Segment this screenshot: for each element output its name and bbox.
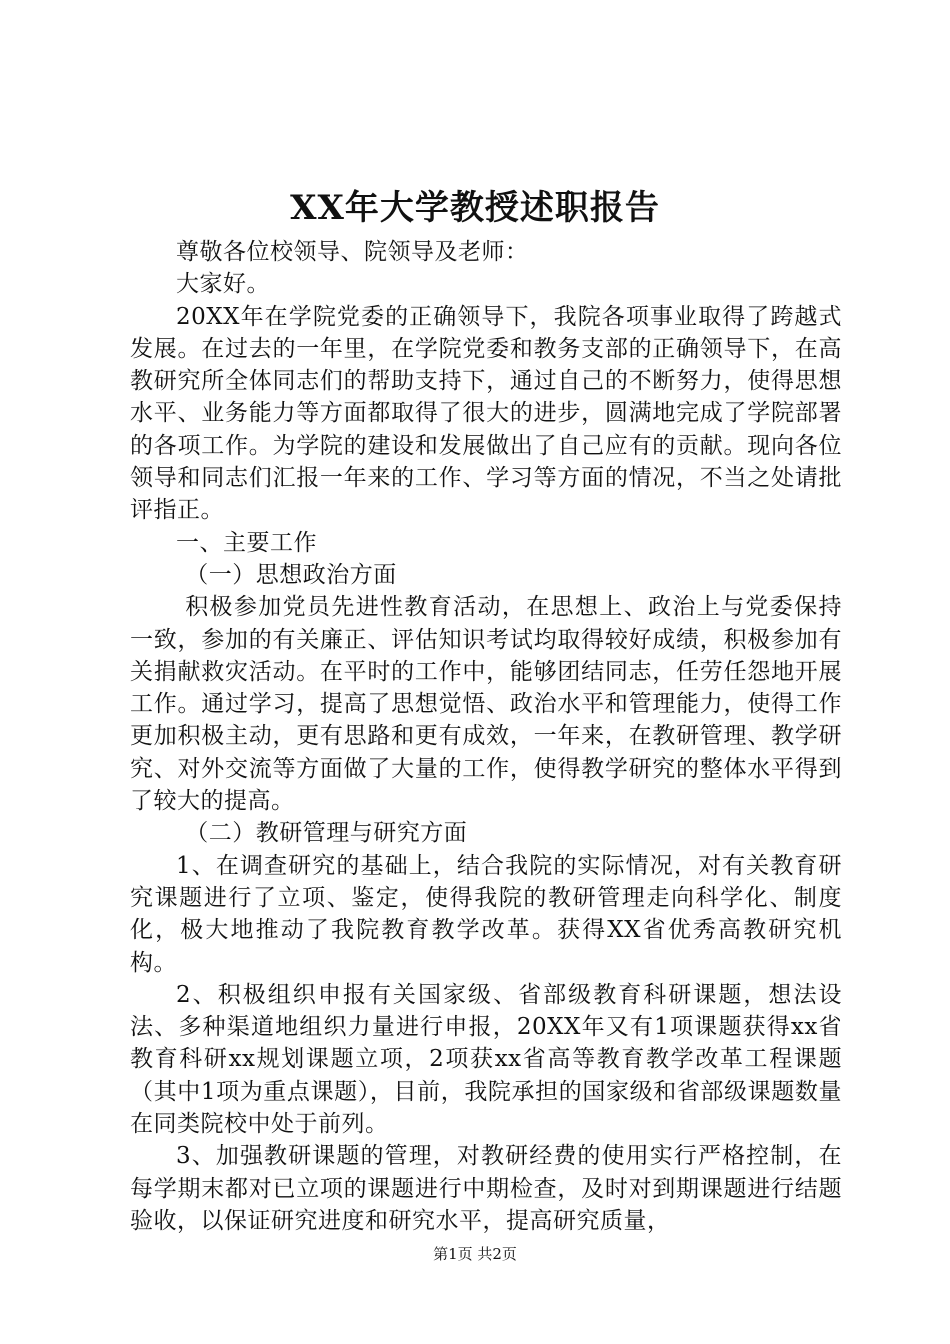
intro-paragraph: 20XX年在学院党委的正确领导下，我院各项事业取得了跨越式发展。在过去的一年里，在学院党委和教务支部的正确领导下，在高教研究所全体同志们的帮助支持下，通过自己的不断努力，使得思想水平、业务能力等方面都取得了很大的进步，圆满地完成了学院部署的各项工作。为学院的建设和发展做出了自己应有的贡献。现向各位领导和同志们汇报一年来的工作、学习等方面的情况，不当之处请批评指正。 — [130, 303, 842, 524]
greeting: 大家好。 — [176, 271, 270, 298]
research-item-2: 2、积极组织申报有关国家级、省部级教育科研课题，想法设法、多种渠道地组织力量进行申报，20XX年又有1项课题获得xx省教育科研xx规划课题立项，2项获xx省高等教育教学改革工程课题（其中1项为重点课题），目前，我院承担的国家级和省部级课题数量在同类院校中处于前列。 — [130, 981, 842, 1138]
subsection-heading-research: （二）教研管理与研究方面 — [185, 820, 468, 847]
document-title: XX年大学教授述职报告 — [290, 188, 660, 228]
section-heading-main-work: 一、主要工作 — [176, 529, 317, 556]
salutation: 尊敬各位校领导、院领导及老师： — [176, 239, 529, 265]
research-item-3: 3、加强教研课题的管理，对教研经费的使用实行严格控制，在每学期末都对已立项的课题进行中期检查，及时对到期课题进行结题验收，以保证研究进度和研究水平，提高研究质量， — [130, 1143, 842, 1234]
political-paragraph: 积极参加党员先进性教育活动，在思想上、政治上与党委保持一致，参加的有关廉正、评估知识考试均取得较好成绩，积极参加有关捐献救灾活动。在平时的工作中，能够团结同志，任劳任怨地开展工作。通过学习，提高了思想觉悟、政治水平和管理能力，使得工作更加积极主动，更有思路和更有成效，一年来，在教研管理、教学研究、对外交流等方面做了大量的工作，使得教学研究的整体水平得到了较大的提高。 — [130, 594, 842, 815]
subsection-heading-political: （一）思想政治方面 — [185, 561, 397, 588]
research-item-1: 1、在调查研究的基础上，结合我院的实际情况，对有关教育研究课题进行了立项、鉴定，使得我院的教研管理走向科学化、制度化，极大地推动了我院教育教学改革。获得XX省优秀高教研究机构。 — [130, 852, 842, 976]
page-footer: 第1页 共2页 — [433, 1245, 517, 1263]
document-body — [130, 236, 842, 1237]
